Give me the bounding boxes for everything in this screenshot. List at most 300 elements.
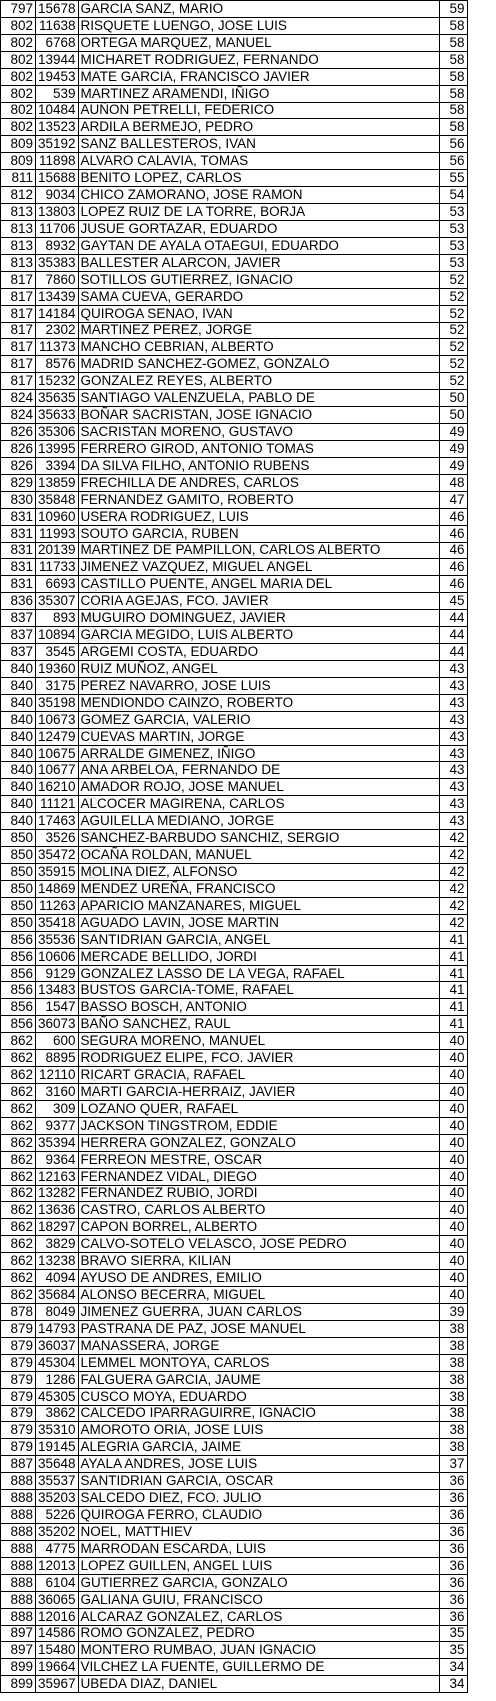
table-row <box>1 1456 468 1473</box>
points-cell: 34 <box>439 1676 467 1693</box>
player-name-cell: OCAÑA ROLDAN, MANUEL <box>78 847 439 864</box>
license-number-cell: 9129 <box>36 965 79 982</box>
license-number-cell: 4775 <box>36 1540 79 1557</box>
license-number-cell: 35633 <box>36 407 79 424</box>
table-row <box>1 1422 468 1439</box>
rank-cell: 809 <box>1 153 36 170</box>
table-row <box>1 136 468 153</box>
player-name-cell: MUGUIRO DOMINGUEZ, JAVIER <box>78 610 439 627</box>
player-name-cell: CASTRO, CARLOS ALBERTO <box>78 1202 439 1219</box>
player-name-cell: SAMA CUEVA, GERARDO <box>78 288 439 305</box>
rank-cell: 888 <box>1 1473 36 1490</box>
table-row <box>1 220 468 237</box>
points-cell: 36 <box>439 1540 467 1557</box>
license-number-cell: 1547 <box>36 999 79 1016</box>
table-row <box>1 254 468 271</box>
rank-cell: 813 <box>1 237 36 254</box>
player-name-cell: AMOROTO ORIA, JOSE LUIS <box>78 1422 439 1439</box>
player-name-cell: JIMENEZ VAZQUEZ, MIGUEL ANGEL <box>78 559 439 576</box>
license-number-cell: 13483 <box>36 982 79 999</box>
rank-cell: 817 <box>1 288 36 305</box>
player-name-cell: PEREZ NAVARRO, JOSE LUIS <box>78 677 439 694</box>
points-cell: 42 <box>439 880 467 897</box>
table-row <box>1 593 468 610</box>
table-row <box>1 1608 468 1625</box>
license-number-cell: 35198 <box>36 694 79 711</box>
points-cell: 41 <box>439 999 467 1016</box>
license-number-cell: 10606 <box>36 948 79 965</box>
license-number-cell: 19453 <box>36 68 79 85</box>
table-row <box>1 271 468 288</box>
table-row <box>1 830 468 847</box>
rank-cell: 862 <box>1 1117 36 1134</box>
table-row <box>1 1642 468 1659</box>
license-number-cell: 10894 <box>36 627 79 644</box>
rank-cell: 831 <box>1 559 36 576</box>
rank-cell: 840 <box>1 660 36 677</box>
rank-cell: 850 <box>1 847 36 864</box>
table-row <box>1 999 468 1016</box>
license-number-cell: 9364 <box>36 1151 79 1168</box>
rank-cell: 840 <box>1 711 36 728</box>
player-name-cell: UBEDA DIAZ, DANIEL <box>78 1676 439 1693</box>
table-row <box>1 1490 468 1507</box>
player-name-cell: CUEVAS MARTIN, JORGE <box>78 728 439 745</box>
license-number-cell: 4094 <box>36 1270 79 1287</box>
points-cell: 40 <box>439 1033 467 1050</box>
player-name-cell: AYALA ANDRES, JOSE LUIS <box>78 1456 439 1473</box>
rank-cell: 831 <box>1 576 36 593</box>
rank-cell: 840 <box>1 762 36 779</box>
points-cell: 53 <box>439 220 467 237</box>
player-name-cell: SACRISTAN MORENO, GUSTAVO <box>78 424 439 441</box>
license-number-cell: 17463 <box>36 813 79 830</box>
table-row <box>1 1574 468 1591</box>
license-number-cell: 10675 <box>36 745 79 762</box>
points-cell: 40 <box>439 1253 467 1270</box>
license-number-cell: 19145 <box>36 1439 79 1456</box>
player-name-cell: BENITO LOPEZ, CARLOS <box>78 170 439 187</box>
points-cell: 38 <box>439 1439 467 1456</box>
player-name-cell: VILCHEZ LA FUENTE, GUILLERMO DE <box>78 1659 439 1676</box>
points-cell: 40 <box>439 1067 467 1084</box>
rank-cell: 862 <box>1 1050 36 1067</box>
rank-cell: 813 <box>1 204 36 221</box>
table-row <box>1 728 468 745</box>
player-name-cell: APARICIO MANZANARES, MIGUEL <box>78 897 439 914</box>
points-cell: 40 <box>439 1084 467 1101</box>
table-row <box>1 796 468 813</box>
player-name-cell: HERRERA GONZALEZ, GONZALO <box>78 1134 439 1151</box>
license-number-cell: 35536 <box>36 931 79 948</box>
license-number-cell: 539 <box>36 85 79 102</box>
table-row <box>1 390 468 407</box>
points-cell: 38 <box>439 1388 467 1405</box>
table-row <box>1 187 468 204</box>
rank-cell: 862 <box>1 1033 36 1050</box>
points-cell: 40 <box>439 1151 467 1168</box>
table-row <box>1 1236 468 1253</box>
license-number-cell: 3829 <box>36 1236 79 1253</box>
license-number-cell: 15480 <box>36 1642 79 1659</box>
rank-cell: 797 <box>1 1 36 18</box>
license-number-cell: 36037 <box>36 1337 79 1354</box>
player-name-cell: CAPON BORREL, ALBERTO <box>78 1219 439 1236</box>
license-number-cell: 9034 <box>36 187 79 204</box>
points-cell: 45 <box>439 593 467 610</box>
license-number-cell: 11733 <box>36 559 79 576</box>
table-row <box>1 1084 468 1101</box>
rank-cell: 830 <box>1 491 36 508</box>
points-cell: 52 <box>439 339 467 356</box>
table-row <box>1 457 468 474</box>
table-row <box>1 474 468 491</box>
rank-cell: 862 <box>1 1151 36 1168</box>
rank-cell: 840 <box>1 813 36 830</box>
rank-cell: 856 <box>1 999 36 1016</box>
player-name-cell: JACKSON TINGSTROM, EDDIE <box>78 1117 439 1134</box>
table-row <box>1 525 468 542</box>
player-name-cell: GONZALEZ REYES, ALBERTO <box>78 373 439 390</box>
rank-cell: 862 <box>1 1100 36 1117</box>
license-number-cell: 12016 <box>36 1608 79 1625</box>
license-number-cell: 3175 <box>36 677 79 694</box>
license-number-cell: 3160 <box>36 1084 79 1101</box>
rank-cell: 879 <box>1 1388 36 1405</box>
player-name-cell: ALCARAZ GONZALEZ, CARLOS <box>78 1608 439 1625</box>
rank-cell: 899 <box>1 1659 36 1676</box>
player-name-cell: GARCIA MEGIDO, LUIS ALBERTO <box>78 627 439 644</box>
license-number-cell: 12479 <box>36 728 79 745</box>
rank-cell: 888 <box>1 1490 36 1507</box>
license-number-cell: 13944 <box>36 51 79 68</box>
license-number-cell: 11121 <box>36 796 79 813</box>
points-cell: 41 <box>439 948 467 965</box>
license-number-cell: 35537 <box>36 1473 79 1490</box>
player-name-cell: ALONSO BECERRA, MIGUEL <box>78 1287 439 1304</box>
license-number-cell: 6693 <box>36 576 79 593</box>
rank-cell: 879 <box>1 1439 36 1456</box>
license-number-cell: 11638 <box>36 17 79 34</box>
points-cell: 40 <box>439 1134 467 1151</box>
points-cell: 42 <box>439 864 467 881</box>
points-cell: 50 <box>439 390 467 407</box>
player-name-cell: CALVO-SOTELO VELASCO, JOSE PEDRO <box>78 1236 439 1253</box>
license-number-cell: 10484 <box>36 102 79 119</box>
points-cell: 35 <box>439 1642 467 1659</box>
points-cell: 38 <box>439 1337 467 1354</box>
table-row <box>1 779 468 796</box>
table-row <box>1 1439 468 1456</box>
rank-cell: 837 <box>1 644 36 661</box>
points-cell: 40 <box>439 1100 467 1117</box>
points-cell: 42 <box>439 897 467 914</box>
table-row <box>1 1557 468 1574</box>
points-cell: 38 <box>439 1371 467 1388</box>
player-name-cell: SANTIDRIAN GARCIA, ANGEL <box>78 931 439 948</box>
player-name-cell: FERRERO GIROD, ANTONIO TOMAS <box>78 440 439 457</box>
table-row <box>1 237 468 254</box>
rank-cell: 840 <box>1 694 36 711</box>
points-cell: 36 <box>439 1557 467 1574</box>
points-cell: 36 <box>439 1473 467 1490</box>
points-cell: 36 <box>439 1574 467 1591</box>
points-cell: 56 <box>439 153 467 170</box>
player-name-cell: ARGEMI COSTA, EDUARDO <box>78 644 439 661</box>
rank-cell: 840 <box>1 677 36 694</box>
player-name-cell: USERA RODRIGUEZ, LUIS <box>78 508 439 525</box>
player-name-cell: MARTINEZ PEREZ, JORGE <box>78 322 439 339</box>
points-cell: 47 <box>439 491 467 508</box>
points-cell: 41 <box>439 1016 467 1033</box>
rank-cell: 899 <box>1 1676 36 1693</box>
player-name-cell: FRECHILLA DE ANDRES, CARLOS <box>78 474 439 491</box>
table-row <box>1 322 468 339</box>
table-row <box>1 1270 468 1287</box>
rank-cell: 836 <box>1 593 36 610</box>
points-cell: 38 <box>439 1354 467 1371</box>
points-cell: 48 <box>439 474 467 491</box>
points-cell: 46 <box>439 508 467 525</box>
table-row <box>1 204 468 221</box>
table-row <box>1 1287 468 1304</box>
rank-cell: 888 <box>1 1591 36 1608</box>
points-cell: 52 <box>439 305 467 322</box>
license-number-cell: 11898 <box>36 153 79 170</box>
license-number-cell: 35306 <box>36 424 79 441</box>
license-number-cell: 11373 <box>36 339 79 356</box>
table-row <box>1 694 468 711</box>
table-row <box>1 1405 468 1422</box>
player-name-cell: SANZ BALLESTEROS, IVAN <box>78 136 439 153</box>
table-row <box>1 85 468 102</box>
license-number-cell: 36065 <box>36 1591 79 1608</box>
points-cell: 46 <box>439 559 467 576</box>
points-cell: 35 <box>439 1625 467 1642</box>
rank-cell: 831 <box>1 525 36 542</box>
table-row <box>1 1388 468 1405</box>
player-name-cell: FERNANDEZ RUBIO, JORDI <box>78 1185 439 1202</box>
rank-cell: 879 <box>1 1405 36 1422</box>
player-name-cell: RISQUETE LUENGO, JOSE LUIS <box>78 17 439 34</box>
table-row <box>1 407 468 424</box>
points-cell: 43 <box>439 694 467 711</box>
player-name-cell: CUSCO MOYA, EDUARDO <box>78 1388 439 1405</box>
player-name-cell: BALLESTER ALARCON, JAVIER <box>78 254 439 271</box>
license-number-cell: 1286 <box>36 1371 79 1388</box>
player-name-cell: AYUSO DE ANDRES, EMILIO <box>78 1270 439 1287</box>
license-number-cell: 15678 <box>36 1 79 18</box>
rank-cell: 829 <box>1 474 36 491</box>
table-row <box>1 1523 468 1540</box>
license-number-cell: 11993 <box>36 525 79 542</box>
rank-cell: 897 <box>1 1625 36 1642</box>
table-row <box>1 373 468 390</box>
table-row <box>1 1659 468 1676</box>
points-cell: 58 <box>439 68 467 85</box>
license-number-cell: 12163 <box>36 1168 79 1185</box>
license-number-cell: 15688 <box>36 170 79 187</box>
player-name-cell: DA SILVA FILHO, ANTONIO RUBENS <box>78 457 439 474</box>
player-name-cell: ORTEGA MARQUEZ, MANUEL <box>78 34 439 51</box>
player-name-cell: AMADOR ROJO, JOSE MANUEL <box>78 779 439 796</box>
rank-cell: 888 <box>1 1608 36 1625</box>
table-row <box>1 1625 468 1642</box>
rank-cell: 831 <box>1 542 36 559</box>
rank-cell: 802 <box>1 51 36 68</box>
table-row <box>1 576 468 593</box>
rank-cell: 817 <box>1 356 36 373</box>
player-name-cell: SANTIAGO VALENZUELA, PABLO DE <box>78 390 439 407</box>
table-row <box>1 762 468 779</box>
rank-cell: 879 <box>1 1371 36 1388</box>
license-number-cell: 35472 <box>36 847 79 864</box>
points-cell: 49 <box>439 424 467 441</box>
points-cell: 49 <box>439 440 467 457</box>
player-name-cell: FERNANDEZ GAMITO, ROBERTO <box>78 491 439 508</box>
table-row <box>1 305 468 322</box>
license-number-cell: 35915 <box>36 864 79 881</box>
rank-cell: 879 <box>1 1354 36 1371</box>
rank-cell: 850 <box>1 880 36 897</box>
watermark-text: www.fbm.es — Federación de Baloncesto de Madrid <box>83 581 101 1119</box>
table-row <box>1 1033 468 1050</box>
table-row <box>1 677 468 694</box>
rank-cell: 824 <box>1 390 36 407</box>
table-row <box>1 644 468 661</box>
license-number-cell: 35848 <box>36 491 79 508</box>
points-cell: 40 <box>439 1050 467 1067</box>
points-cell: 52 <box>439 288 467 305</box>
rank-cell: 826 <box>1 457 36 474</box>
table-row <box>1 965 468 982</box>
points-cell: 54 <box>439 187 467 204</box>
rank-cell: 888 <box>1 1540 36 1557</box>
points-cell: 43 <box>439 779 467 796</box>
table-row <box>1 1151 468 1168</box>
table-row <box>1 1473 468 1490</box>
player-name-cell: JIMENEZ GUERRA, JUAN CARLOS <box>78 1303 439 1320</box>
rank-cell: 837 <box>1 610 36 627</box>
rank-cell: 837 <box>1 627 36 644</box>
table-row <box>1 1117 468 1134</box>
points-cell: 38 <box>439 1422 467 1439</box>
license-number-cell: 12110 <box>36 1067 79 1084</box>
points-cell: 44 <box>439 644 467 661</box>
license-number-cell: 35383 <box>36 254 79 271</box>
points-cell: 52 <box>439 322 467 339</box>
player-name-cell: GONZALEZ LASSO DE LA VEGA, RAFAEL <box>78 965 439 982</box>
table-row <box>1 153 468 170</box>
rank-cell: 856 <box>1 982 36 999</box>
rank-cell: 850 <box>1 914 36 931</box>
table-row <box>1 1253 468 1270</box>
license-number-cell: 35203 <box>36 1490 79 1507</box>
table-row <box>1 660 468 677</box>
license-number-cell: 36073 <box>36 1016 79 1033</box>
rank-cell: 879 <box>1 1422 36 1439</box>
table-row <box>1 931 468 948</box>
license-number-cell: 19664 <box>36 1659 79 1676</box>
rank-cell: 862 <box>1 1168 36 1185</box>
points-cell: 52 <box>439 356 467 373</box>
table-row <box>1 34 468 51</box>
points-cell: 38 <box>439 1405 467 1422</box>
points-cell: 40 <box>439 1270 467 1287</box>
table-row <box>1 1540 468 1557</box>
points-cell: 52 <box>439 373 467 390</box>
license-number-cell: 8932 <box>36 237 79 254</box>
license-number-cell: 14184 <box>36 305 79 322</box>
player-name-cell: MARRODAN ESCARDA, LUIS <box>78 1540 439 1557</box>
player-name-cell: ARRALDE GIMENEZ, IÑIGO <box>78 745 439 762</box>
table-row <box>1 1067 468 1084</box>
player-name-cell: LOZANO QUER, RAFAEL <box>78 1100 439 1117</box>
points-cell: 34 <box>439 1659 467 1676</box>
player-name-cell: QUIROGA SENAO, IVAN <box>78 305 439 322</box>
license-number-cell: 35418 <box>36 914 79 931</box>
license-number-cell: 13439 <box>36 288 79 305</box>
points-cell: 50 <box>439 407 467 424</box>
player-name-cell: GARCIA SANZ, MARIO <box>78 1 439 18</box>
license-number-cell: 35648 <box>36 1456 79 1473</box>
rank-cell: 879 <box>1 1320 36 1337</box>
table-row <box>1 1591 468 1608</box>
license-number-cell: 14869 <box>36 880 79 897</box>
table-row <box>1 1303 468 1320</box>
player-name-cell: BUSTOS GARCIA-TOME, RAFAEL <box>78 982 439 999</box>
license-number-cell: 600 <box>36 1033 79 1050</box>
table-row <box>1 864 468 881</box>
license-number-cell: 6768 <box>36 34 79 51</box>
table-row <box>1 627 468 644</box>
rank-cell: 862 <box>1 1270 36 1287</box>
table-row <box>1 508 468 525</box>
table-row <box>1 1202 468 1219</box>
player-name-cell: MOLINA DIEZ, ALFONSO <box>78 864 439 881</box>
license-number-cell: 35307 <box>36 593 79 610</box>
points-cell: 39 <box>439 1303 467 1320</box>
license-number-cell: 16210 <box>36 779 79 796</box>
rank-cell: 802 <box>1 68 36 85</box>
rank-cell: 812 <box>1 187 36 204</box>
player-name-cell: QUIROGA FERRO, CLAUDIO <box>78 1507 439 1524</box>
player-name-cell: PASTRANA DE PAZ, JOSE MANUEL <box>78 1320 439 1337</box>
table-row <box>1 1050 468 1067</box>
player-name-cell: AUÑON PETRELLI, FEDERICO <box>78 102 439 119</box>
player-name-cell: FALGUERA GARCIA, JAUME <box>78 1371 439 1388</box>
license-number-cell: 35394 <box>36 1134 79 1151</box>
rank-cell: 831 <box>1 508 36 525</box>
table-row <box>1 1320 468 1337</box>
license-number-cell: 45305 <box>36 1388 79 1405</box>
table-row <box>1 813 468 830</box>
points-cell: 58 <box>439 85 467 102</box>
license-number-cell: 10673 <box>36 711 79 728</box>
rank-cell: 887 <box>1 1456 36 1473</box>
license-number-cell: 15232 <box>36 373 79 390</box>
rank-cell: 840 <box>1 779 36 796</box>
player-name-cell: ROMO GONZALEZ, PEDRO <box>78 1625 439 1642</box>
points-cell: 42 <box>439 914 467 931</box>
rank-cell: 862 <box>1 1084 36 1101</box>
points-cell: 44 <box>439 627 467 644</box>
license-number-cell: 8576 <box>36 356 79 373</box>
ranking-table-body <box>1 1 468 1693</box>
points-cell: 46 <box>439 576 467 593</box>
table-row <box>1 610 468 627</box>
player-name-cell: LOPEZ GUILLEN, ANGEL LUIS <box>78 1557 439 1574</box>
